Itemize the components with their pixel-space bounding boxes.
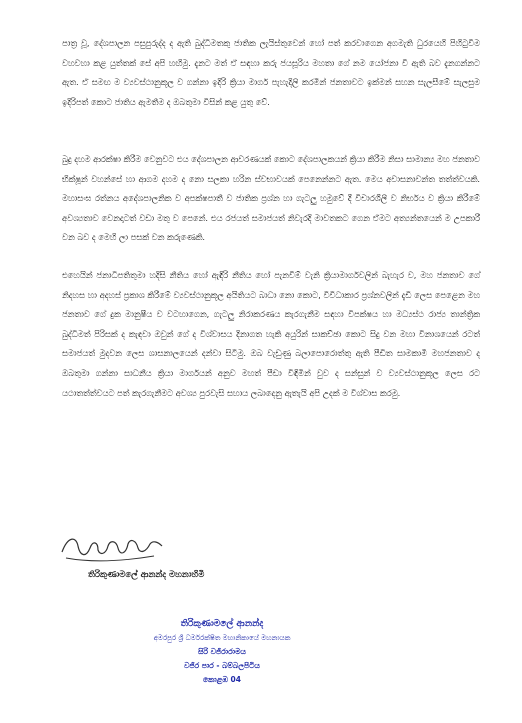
handwritten-signature — [58, 528, 168, 568]
seal-line-5: කොළඹ 04 — [203, 675, 241, 684]
seal-line-4: වජිර පාර - බම්බලපිටිය — [184, 661, 260, 670]
signatory-name: තිරිකුණාමලේ ආනන්ද මහනාහිමි — [88, 570, 205, 580]
paragraph-1: පාත්‍ර වූ, දේශපාලන පසුපුරුද්ද ද ඇති බුද්ධිමතකු ජාතික ලැයිස්තුවෙන් හෝ පත් කරවාගෙන අගමැති ධුරයෙහි පිහිටුවීම වහවහා කළ යුත්තක් සේ අපි හඟිමු. දැනට මත් ඒ සඳහා කරු ජයසූරිය මහතා ගේ නම යෝජනා වී ඇති බව දැනගන්නට ඇත. ඒ සමඟ ම ව්‍යවස්ථානුකූල ව ගන්නා ඉදිරි ක්‍රියා මාර්ග පැහැදිලි කරමින් ජනතාවට ඉක්මන් සහන සැලසීමේ සැලසුම ඉදිරිපත් කොට ජාතිය ඇමතීම ද ඔබතුමා විසින් කළ යුතු වේ. — [62, 38, 480, 107]
seal-line-1: තිරිකුණාමලේ ආනන්ද — [180, 619, 264, 629]
seal-line-3: සිරි වජිරාරාමය — [198, 647, 246, 656]
paragraph-3: එහෙයින් ජනාධිපතිතුමා හදිසි නීතිය හෝ ඇඳිරි නීතිය හෝ පැනවීම් වැනි ක්‍රියාමාර්ගවලින් බැහැර ව, මහ ජනතාව ගේ නිදහස හා අදහස් ප්‍රකාශ කිරීමේ ව්‍යවස්ථානුකූල අයිතියට බාධා නො කොට, විවිධාකාර ප්‍රශ්නවලින් දැඩි ලෙස පෙළෙන මහ ජනතාව ගේ දුක මානුෂීය ව වටහාගෙන, ගැටලු නිරාකරණය කැරගැනීම සඳහා විපක්ෂය හා මධ්‍යස්ථ රාජ්‍ය තාන්ත්‍රික බුද්ධිමත් පිරිසක් ද කැඳවා ඔවුන් ගේ ද විශ්වාසය දිනාගත හැකි අයුරින් සාකච්ඡා කොට සිදු වන මහා විනාශයෙන් රටත් සමාජයත් මුදවන ලෙස ශාසනාලයෙන් දන්වා සිටිමු. ඔබ වැඩුණු බලාපොරොත්තු ඇති පීඩිත සාමකාමී මහජනතාව ද ඔබතුමා ගන්නා සාධනීය ක්‍රියා මාර්ගයන් අනුව මහත් පීඩා විඳිමින් වුව ද සන්සුන් ව ව්‍යවස්ථානුකූල ලෙස රට යථාතත්ත්වයට පත් කැරගැනීමට අවශ්‍ය පුරවැසි සහාය ලබාදෙනු ඇතැයි අපි උදක් ම විශ්වාස කරමු. — [62, 270, 480, 398]
seal-line-2: අමරපුර ශ්‍රී ධර්මරක්ෂිත මහානිකායේ මහනායක — [153, 634, 291, 642]
official-seal — [122, 617, 322, 687]
paragraph-2: බුදු දහම ආරක්ෂා කිරීම වෙනුවට එය දේශපාලන ආවරණයක් කොට දේශපාලකයන් ක්‍රියා කිරීම නිසා සාමාන්‍ය මහ ජනතාව භික්ෂූන් වහන්සේ හා ආගම දහම ද නො සලකා හරින ස්වභාවයක් පෙනෙන්නට ඇත. මෙය අවාසනාවන්ත තත්ත්වයකි. මහාසංඝ රත්නය අදේශපාලනික ව අපක්ෂපාතී ව ජාතික ප්‍රශ්න හා ගැටලු හමුවේ දී විචාරශීලී ව නිර්භය ව ක්‍රියා කිරීමේ අවශ්‍යතාව වෙනදාටත් වඩා මතු ව පෙනේ. එය රජයත් සමාජයත් නිවැරදි මාවතකට ගෙන ඒමට අත්‍යන්තයෙන් ම උපකාරී වන බව ද මෙහි ලා පසක් වන කරුණෙකි. — [62, 154, 480, 243]
